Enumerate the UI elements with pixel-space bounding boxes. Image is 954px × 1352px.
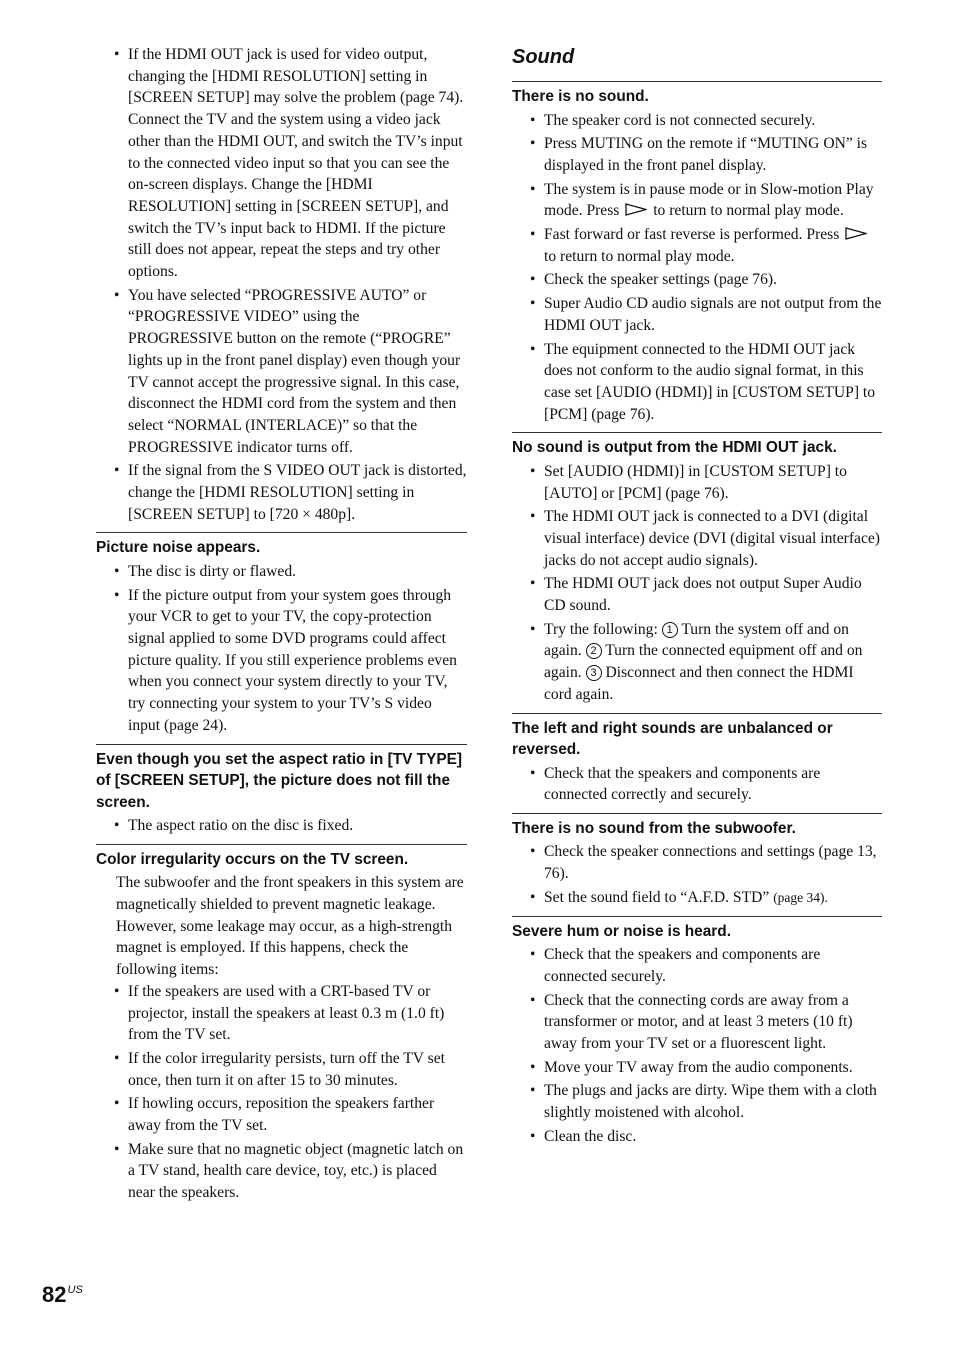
no-hdmi-sound-section [512, 432, 882, 705]
list-item: • The disc is dirty or flawed. [96, 561, 467, 583]
list-item: • Check that the speakers and components are connected securely. [512, 944, 882, 987]
page-region: US [67, 1284, 83, 1296]
intro-bullet-list [96, 44, 467, 525]
list-item: • The speaker cord is not connected securely. [512, 110, 882, 132]
paragraph: The subwoofer and the front speakers in this system are magnetically shielded to prevent magnetic leakage. However, some leakage may occur, as a high-strength magnet is employed. If this happens, check the following items: [116, 874, 464, 979]
bullet-text: to return to normal play mode. [544, 247, 735, 265]
page-number [42, 1282, 83, 1308]
step-2-icon: 2 [586, 643, 602, 659]
list-item: • The HDMI OUT jack does not output Super Audio CD sound. [512, 573, 882, 616]
list-item: • Check that the speakers and components are connected correctly and securely. [512, 763, 882, 806]
picture-noise-section [96, 532, 467, 736]
list-item: • You have selected “PROGRESSIVE AUTO” or “PROGRESSIVE VIDEO” using the PROGRESSIVE button on the remote (“PROGRE” lights up in the front panel display) even though your TV cannot accept the progressive signal. In this case, disconnect the HDMI cord from the system and then select “NORMAL (INTERLACE)” so that the PROGRESSIVE indicator turns off. [96, 285, 467, 459]
list-item: • Check the speaker settings (page 76). [512, 269, 882, 291]
list-item: • The plugs and jacks are dirty. Wipe them with a cloth slightly moistened with alcohol. [512, 1080, 882, 1123]
list-item: • Check that the connecting cords are away from a transformer or motor, and at least 3 meters (10 ft) away from your TV set or a fluorescent light. [512, 990, 882, 1055]
list-item [512, 619, 882, 706]
aspect-ratio-section [96, 744, 467, 837]
subheading: Picture noise appears. [96, 532, 467, 559]
play-icon [625, 203, 647, 216]
list-item: • If the signal from the S VIDEO OUT jack is distorted, change the [HDMI RESOLUTION] setting in [SCREEN SETUP] to [720 × 480p]. [96, 460, 467, 525]
bullet-text: Fast forward or fast reverse is performed. Press [544, 226, 840, 244]
list-item: • If the picture output from your system goes through your VCR to get to your TV, the copy-protection signal applied to some DVD programs could affect picture quality. If you still experience problems even when you connect your system directly to your TV, try connecting your system to your TV’s S video input (page 24). [96, 585, 467, 737]
bullet-text: Try the following: [544, 620, 658, 638]
left-column [96, 44, 467, 1206]
step-3-icon: 3 [586, 665, 602, 681]
list-item [96, 44, 467, 283]
subheading: There is no sound from the subwoofer. [512, 813, 882, 840]
subheading: Severe hum or noise is heard. [512, 916, 882, 943]
bullet-text: The system is in pause mode or in Slow-motion Play mode. Press [544, 180, 874, 220]
list-item: • If the color irregularity persists, turn off the TV set once, then turn it on after 15 to 30 minutes. [96, 1048, 467, 1091]
list-item: • Clean the disc. [512, 1126, 882, 1148]
list-item: • Super Audio CD audio signals are not output from the HDMI OUT jack. [512, 293, 882, 336]
right-column [512, 44, 882, 1149]
subheading: There is no sound. [512, 81, 882, 108]
page-reference: (page 34). [773, 889, 828, 905]
unbalanced-section [512, 713, 882, 806]
list-item: • Check the speaker connections and settings (page 13, 76). [512, 841, 882, 884]
list-item: • Press MUTING on the remote if “MUTING ON” is displayed in the front panel display. [512, 133, 882, 176]
color-irregularity-section [96, 844, 467, 1204]
list-item [512, 224, 882, 267]
step-text: Disconnect and then connect the HDMI cord again. [544, 664, 854, 703]
list-item: • Make sure that no magnetic object (magnetic latch on a TV stand, health care device, toy, etc.) is placed near the speakers. [96, 1139, 467, 1204]
list-item [512, 887, 882, 909]
list-item: • Move your TV away from the audio components. [512, 1057, 882, 1079]
list-item: • The HDMI OUT jack is connected to a DVI (digital visual interface) device (DVI (digital visual interface) jacks do not accept audio signals). [512, 506, 882, 571]
step-1-icon: 1 [662, 622, 678, 638]
list-item: • If the speakers are used with a CRT-based TV or projector, install the speakers at least 0.3 m (1.0 ft) from the TV set. [96, 981, 467, 1046]
list-item: • Set [AUDIO (HDMI)] in [CUSTOM SETUP] to [AUTO] or [PCM] (page 76). [512, 461, 882, 504]
subheading: No sound is output from the HDMI OUT jack. [512, 432, 882, 459]
step-text: Turn the connected equipment off and on again. [544, 642, 863, 682]
section-title: Sound [512, 46, 575, 68]
subwoofer-section [512, 813, 882, 909]
list-item: • If howling occurs, reposition the speakers farther away from the TV set. [96, 1093, 467, 1136]
step-text: Turn the system off and on again. [544, 620, 849, 660]
list-item [512, 179, 882, 222]
list-item: • The aspect ratio on the disc is fixed. [96, 815, 467, 837]
play-icon [845, 227, 867, 240]
hum-noise-section [512, 916, 882, 1148]
bullet-text: to return to normal play mode. [653, 202, 844, 220]
bullet-text: • If the HDMI OUT jack is used for video output, changing the [HDMI RESOLUTION] setting in [SCREEN SETUP] may solve the problem (page 74). [128, 46, 464, 107]
subheading: Color irregularity occurs on the TV screen. [96, 844, 467, 871]
page-number-value: 82 [42, 1282, 67, 1307]
bullet-continuation: Connect the TV and the system using a video jack other than the HDMI OUT, and switch the TV’s input to the connected video input so that you can see the on-screen displays. Change the [HDMI RESOLUTION] setting in [SCREEN SETUP], and switch the TV’s input back to HDMI. If the picture still does not appear, repeat the steps and try other options. [128, 111, 463, 281]
subheading: The left and right sounds are unbalanced or reversed. [512, 713, 882, 761]
no-sound-section [512, 81, 882, 425]
list-item: • The equipment connected to the HDMI OUT jack does not conform to the audio signal format, in this case set [AUDIO (HDMI)] in [CUSTOM SETUP] to [PCM] (page 76). [512, 339, 882, 426]
bullet-text: Set the sound field to “A.F.D. STD” [544, 888, 770, 906]
subheading: Even though you set the aspect ratio in [TV TYPE] of [SCREEN SETUP], the picture does not fill the screen. [96, 744, 467, 814]
